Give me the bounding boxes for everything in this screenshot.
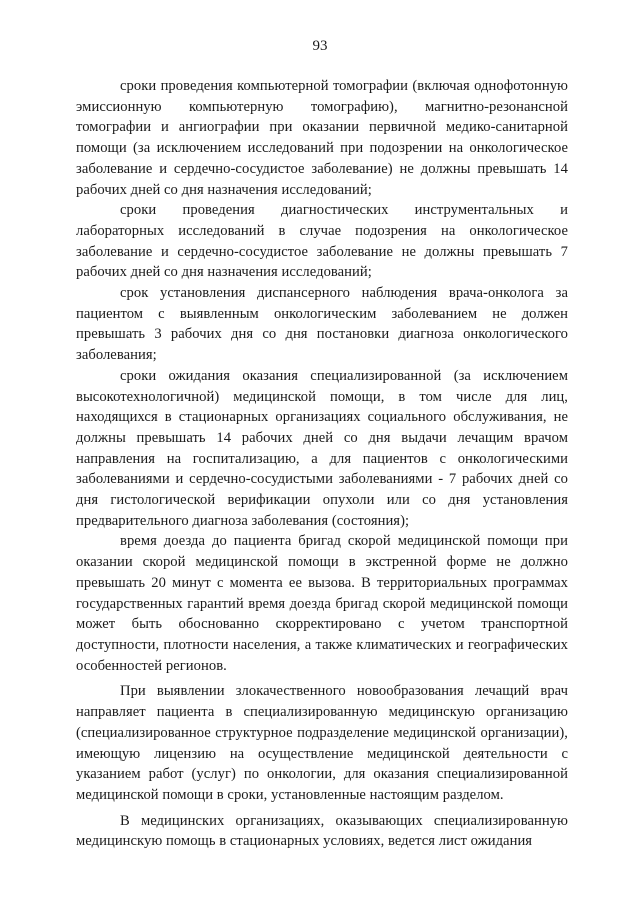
paragraph-dispensary-observation-terms: срок установления диспансерного наблюдения врача-онколога за пациентом с выявленным онкологическим заболеванием не должен превышать 3 рабочих дня со дня постановки диагноза онкологического заболевания; (76, 285, 568, 364)
paragraph-waiting-list: В медицинских организациях, оказывающих специализированную медицинскую помощь в стационарных условиях, ведется лист ожидания (76, 812, 568, 850)
paragraph-specialized-care-waiting-terms: сроки ожидания оказания специализированной (за исключением высокотехнологичной) медицинской помощи, в том числе для лиц, находящихся в стационарных организациях социального обслуживания, не должны превышать 14 рабочих дней со дня выдачи лечащим врачом направления на госпитализацию, а для пациентов с онкологическими заболеваниями и сердечно-сосудистыми заболеваниями - 7 рабочих дней со дня гистологической верификации опухоли или со дня установления предварительного диагноза заболевания (состояния); (76, 367, 568, 529)
document-body (76, 76, 568, 852)
paragraph-malignant-neoplasm-referral: При выявлении злокачественного новообразования лечащий врач направляет пациента в специализированную медицинскую организацию (специализированное структурное подразделение медицинской организации), имеющую лицензию на осуществление медицинской деятельности с указанием работ (услуг) по онкологии, для оказания специализированной медицинской помощи в сроки, установленные настоящим разделом. (76, 683, 568, 803)
page-number: 93 (312, 38, 328, 54)
paragraph-ct-mri-terms: сроки проведения компьютерной томографии (включая однофотонную эмиссионную компьютерную томографию), магнитно-резонансной томографии и ангиографии при оказании первичной медико-санитарной помощи (за исключением исследований при подозрении на онкологическое заболевание и сердечно-сосудистое заболевание) не должны превышать 14 рабочих дней со дня назначения исследований; (76, 78, 568, 198)
paragraph-ambulance-arrival-time: время доезда до пациента бригад скорой медицинской помощи при оказании скорой медицинской помощи в экстренной форме не должно превышать 20 минут с момента ее вызова. В территориальных программах государственных гарантий время доезда бригад скорой медицинской помощи может быть обоснованно скорректировано с учетом транспортной доступности, плотности населения, а также климатических и географических особенностей регионов. (76, 533, 568, 674)
paragraph-oncology-diagnostics-terms: сроки проведения диагностических инструментальных и лабораторных исследований в случае подозрения на онкологическое заболевание и сердечно-сосудистое заболевание не должны превышать 7 рабочих дней со дня назначения исследований; (76, 202, 568, 281)
